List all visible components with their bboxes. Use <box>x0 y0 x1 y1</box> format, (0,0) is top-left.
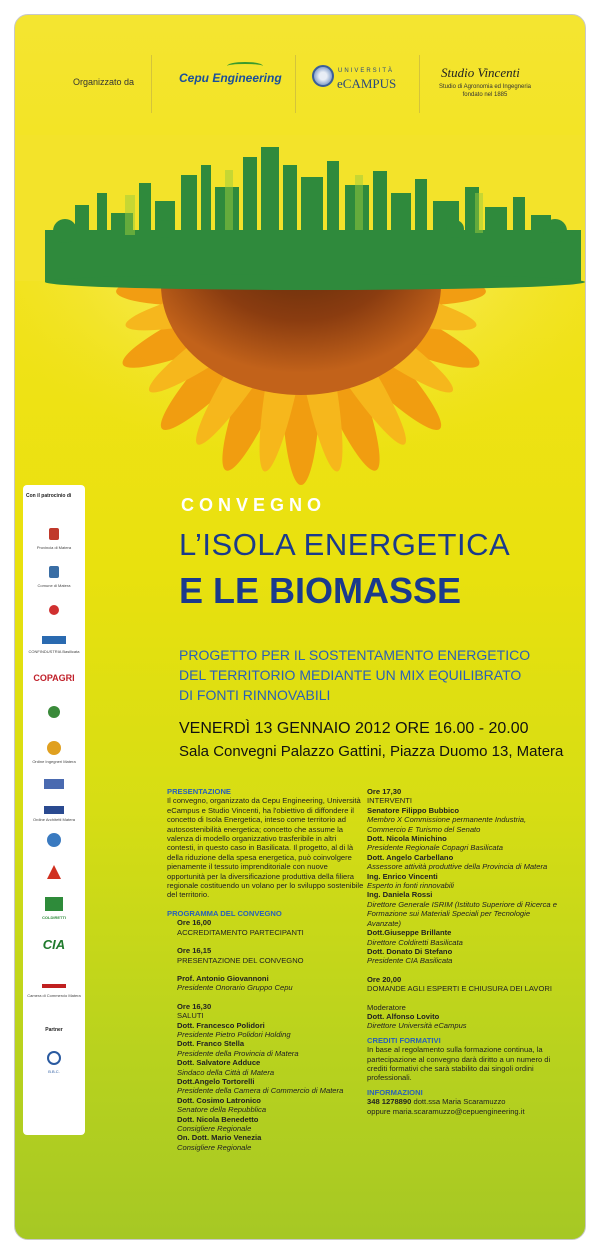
copagri-text: COPAGRI <box>33 673 75 683</box>
speaker-name: Ing. Daniela Rossi <box>367 890 433 900</box>
partner-name: B.B.C. <box>48 1069 60 1074</box>
sponsor-caption: Comune di Matera <box>37 583 71 588</box>
speaker-name: Dott. Francesco Polidori <box>177 1020 265 1030</box>
program-right-column <box>367 787 565 1116</box>
speaker-name: Dott.Angelo Tortorelli <box>177 1076 255 1086</box>
separator <box>295 55 296 113</box>
sponsor-strip <box>23 485 85 1135</box>
copagri-logo <box>33 671 75 685</box>
provincia-matera-logo <box>33 527 75 541</box>
speaker-name: Dott. Salvatore Adduce <box>177 1058 261 1068</box>
subtitle-line: DEL TERRITORIO MEDIANTE UN MIX EQUILIBRATO <box>179 667 522 683</box>
section-heading: CREDITI FORMATIVI <box>367 1035 441 1045</box>
ente-logo <box>33 865 75 879</box>
speaker-role: Sindaco della Città di Matera <box>177 1067 275 1077</box>
section-heading: INFORMAZIONI <box>367 1087 423 1097</box>
ecampus-seal-icon <box>312 65 334 87</box>
sponsor-caption: Provincia di Matera <box>36 545 72 550</box>
time-label: Ore 17,30 <box>367 787 402 796</box>
cia-logo <box>33 937 75 951</box>
ente-logo <box>33 777 75 791</box>
ordine-architetti-logo <box>33 803 75 817</box>
cia-text: CIA <box>42 936 66 952</box>
speaker-role: Esperto in fonti rinnovabili <box>367 881 454 891</box>
subtitle-line: DI FONTI RINNOVABILI <box>179 687 331 703</box>
speaker-role: Direttore Università eCampus <box>367 1021 467 1031</box>
agenda-item: INTERVENTI <box>367 796 413 806</box>
speaker-name: Senatore Filippo Bubbico <box>367 805 459 815</box>
poster <box>14 14 586 1240</box>
speaker-role: Consigliere Regionale <box>177 1124 252 1133</box>
patronage-title: Con il patrocinio di <box>26 493 72 499</box>
speaker-role: Presidente Onorario Gruppo Cepu <box>177 983 293 993</box>
event-venue: Sala Convegni Palazzo Gattini, Piazza Duomo 13, Matera <box>179 743 564 760</box>
sponsor-caption: Ordine Ingegneri Matera <box>32 759 76 764</box>
moderator-label: Moderatore <box>367 1002 406 1012</box>
ecampus-university-label: UNIVERSITÀ <box>338 68 395 74</box>
agenda-item: DOMANDE AGLI ESPERTI E CHIUSURA DEI LAVORI <box>367 984 552 994</box>
sponsor-caption: Camera di Commercio Matera <box>27 993 81 998</box>
studio-sub-line: fondato nel 1885 <box>462 92 508 98</box>
subtitle <box>179 645 579 705</box>
sponsor-caption: COLDIRETTI <box>42 915 66 920</box>
sponsor-caption: Ordine Architetti Matera <box>32 817 76 822</box>
separator <box>151 55 152 113</box>
subtitle-line: PROGETTO PER IL SOSTENTAMENTO ENERGETICO <box>179 647 531 663</box>
speaker-role: Direttore Coldiretti Basilicata <box>367 937 463 947</box>
speaker-role: Presidente Regionale Copagri Basilicata <box>367 843 503 853</box>
section-heading: PRESENTAZIONE <box>167 787 231 796</box>
speaker-name: On. Dott. Mario Venezia <box>177 1133 262 1143</box>
speaker-name: Prof. Antonio Giovannoni <box>177 973 269 983</box>
cepu-engineering-logo <box>179 71 282 85</box>
speaker-name: Dott.Giuseppe Brillante <box>367 928 452 938</box>
partner-label: Partner <box>45 1027 63 1033</box>
comune-matera-logo <box>33 565 75 579</box>
speaker-name: Dott. Angelo Carbellano <box>367 852 454 862</box>
speaker-role: Presidente Pietro Polidori Holding <box>177 1029 291 1039</box>
regione-logo <box>33 603 75 617</box>
ente-logo <box>33 833 75 847</box>
speaker-role: Consigliere Regionale <box>177 1142 252 1152</box>
section-heading: PROGRAMMA DEL CONVEGNO <box>167 908 282 918</box>
ecampus-logo-text: eCAMPUS <box>337 76 397 91</box>
presentation-text: Il convegno, organizzato da Cepu Engineering, Università eCampus e Studio Vincenti, ha l'obiettivo di diffondere il concetto di Isola Energetica, inteso come territorio ad autosostenibilità energetica; concetto che assume la valenza di modello organizzativo trasferibile in altri contesti, in questo caso in Basilicata. Il progetto, al di là della riduzione della spesa energetica, può coinvolgere pienamente il tessuto imprenditoriale con nuove opportunità per la diversificazione produttiva della filiera regionale costituendo un volano per lo sviluppo sostenibile del territorio. <box>167 796 364 900</box>
agenda-item: PRESENTAZIONE DEL CONVEGNO <box>177 955 304 965</box>
ente-logo <box>33 979 75 993</box>
confindustria-logo <box>33 633 75 647</box>
speaker-name: Dott. Nicola Benedetto <box>177 1114 259 1124</box>
studio-sub-line: Studio di Agronomia ed Ingegneria <box>438 84 532 90</box>
credits-text: In base al regolamento sulla formazione continua, la partecipazione al convegno darà diritto a un numero di crediti formativi che sarà stabilito dai singoli ordini professionali. <box>367 1045 551 1083</box>
time-label: Ore 16,30 <box>177 1001 212 1011</box>
event-type-label: CONVEGNO <box>181 495 327 515</box>
organized-by-label: Organizzato da <box>73 77 135 87</box>
sponsor-caption: CONFINDUSTRIA Basilicata <box>28 649 80 654</box>
speaker-role: Direttore Generale ISRIM (Istituto Superiore di Ricerca e Formazione sui Materiali Speciali per Tecnologie Avanzate) <box>367 899 557 928</box>
event-date: VENERDÌ 13 GENNAIO 2012 ORE 16.00 - 20.00 <box>179 720 529 737</box>
agenda-item: SALUTI <box>177 1011 204 1021</box>
speaker-name: Ing. Enrico Vincenti <box>367 871 438 881</box>
header-organizers <box>15 15 586 135</box>
speaker-role: Membro X Commissione permanente Industria, Commercio E Turismo del Senato <box>367 815 527 834</box>
main-title-line1: L’ISOLA ENERGETICA <box>179 527 511 562</box>
speaker-role: Presidente della Provincia di Matera <box>177 1048 299 1058</box>
info-contact: dott.ssa Maria Scaramuzzo <box>413 1097 506 1107</box>
info-phone: 348 1278890 <box>367 1097 412 1107</box>
time-label: Ore 20,00 <box>367 974 402 984</box>
separator <box>419 55 420 113</box>
info-email[interactable]: oppure maria.scaramuzzo@cepuengineering.it <box>367 1106 525 1116</box>
speaker-name: Dott. Cosimo Latronico <box>177 1095 261 1105</box>
bbc-logo <box>33 1051 75 1065</box>
program-left-column <box>167 787 365 1152</box>
speaker-role: Senatore della Repubblica <box>177 1105 267 1115</box>
ente-logo <box>33 705 75 719</box>
agenda-item: ACCREDITAMENTO PARTECIPANTI <box>177 927 304 937</box>
time-label: Ore 16,00 <box>177 918 212 928</box>
sunflower-city-illustration <box>15 135 586 495</box>
speaker-name: Dott. Nicola Minichino <box>367 834 447 844</box>
ground-strip <box>45 274 585 290</box>
studio-vincenti-subtitle <box>431 83 539 99</box>
studio-vincenti-logo: Studio Vincenti <box>441 65 520 80</box>
info-line <box>367 1097 565 1106</box>
coldiretti-logo <box>33 897 75 911</box>
main-title-line2: E LE BIOMASSE <box>179 570 462 611</box>
speaker-role: Assessore attività produttive della Provincia di Matera <box>367 862 548 872</box>
speaker-name: Dott. Franco Stella <box>177 1039 245 1049</box>
time-label: Ore 16,15 <box>177 946 212 956</box>
swoosh-icon <box>227 62 263 70</box>
ordine-ingegneri-logo <box>33 741 75 755</box>
speaker-role: Presidente della Camera di Commercio di Matera <box>177 1086 344 1096</box>
speaker-name: Dott. Donato Di Stefano <box>367 946 453 956</box>
speaker-role: Presidente CIA Basilicata <box>367 956 453 966</box>
cepu-logo-text: Cepu Engineering <box>179 71 282 85</box>
speaker-name: Dott. Alfonso Lovito <box>367 1011 440 1021</box>
